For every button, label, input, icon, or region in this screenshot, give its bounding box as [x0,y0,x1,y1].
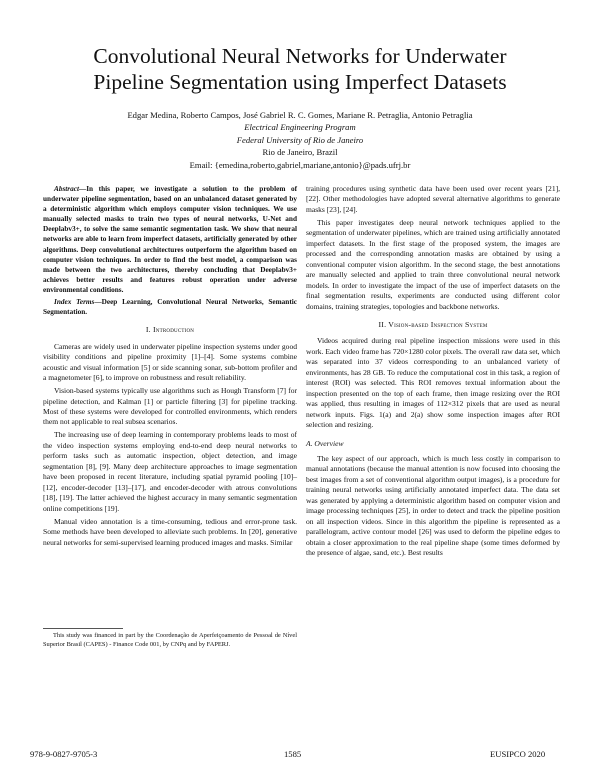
intro-paragraph-1: Cameras are widely used in underwater pipeline inspection systems under good visibility conditions and pipeline proximity [1]–[4]. Some systems combine acoustic and visual information [5] or side scanning sonar, sub-bottom profiler and a magnetometer [6], to improve on robustness and result reliability. [43,341,297,383]
title-line-1: Convolutional Neural Networks for Underwater [93,44,507,68]
index-terms-text: —Deep Learning, Convolutional Neural Networks, Semantic Segmentation. [43,298,297,317]
intro-paragraph-4: Manual video annotation is a time-consuming, tedious and error-prone task. Some methods have been developed to alleviate such problems. In [20], generative neural networks for semi-supervised learning produced images and masks. Similar [43,516,297,547]
title-line-2: Pipeline Segmentation using Imperfect Datasets [93,70,507,94]
abstract-text: —In this paper, we investigate a solution to the problem of underwater pipeline segmentation, based on an unbalanced dataset generated by a deterministic algorithm which employs computer vision techniques. We use manually selected masks to train two types of neural networks, U-Net and Deeplabv3+, to solve the same semantic segmentation task. We show that neural networks are able to learn from imperfect datasets, artificially generated by other algorithms. Deep convolutional architectures outperform the algorithm based on computer vision techniques. In order to find the best model, a comparison was made between the two architectures, thereby concluding that Deeplabv3+ achieves better results and features robust operation under adverse environmental conditions. [43,185,297,294]
funding-footnote: This study was financed in part by the Coordenação de Aperfeiçoamento de Pessoal de Nível Superior Brasil (CAPES) - Finance Code 001, by CNPq and by FAPERJ. [43,632,297,648]
index-terms [43,297,297,317]
footer-conference: EUSIPCO 2020 [490,749,546,759]
footnote-rule [43,628,123,629]
subsection-heading-overview: A. Overview [306,438,344,448]
index-terms-lead: Index Terms [54,298,95,307]
section-heading-vision-system: II. Vision-based Inspection System [378,320,488,330]
right-paragraph-1: training procedures using synthetic data have been used over recent years [21], [22]. Other methodologies have adopted several alternative algorithms to generate masks [23], [24]. [306,184,560,214]
footer-page-number: 1585 [284,749,302,759]
left-column [43,184,297,551]
affiliation-program: Electrical Engineering Program [244,122,356,133]
author-email: Email: {emedina,roberto,gabriel,mariane,antonio}@pads.ufrj.br [189,159,411,170]
intro-paragraph-2: Vision-based systems typically use algorithms such as Hough Transform [7] for pipeline detection, and Kalman [1] or particle filtering [3] for pipeline tracking. Most of these systems were developed for controlled environments, which renders them not applicable to real subsea scenarios. [43,386,297,427]
paper-title [40,43,560,95]
affiliation-university: Federal University of Rio de Janeiro [236,134,364,145]
section-heading-introduction: I. Introduction [145,325,195,335]
abstract-lead: Abstract [54,185,79,193]
footer-isbn: 978-9-0827-9705-3 [30,749,98,759]
abstract [43,184,297,295]
affiliation-city: Rio de Janeiro, Brazil [262,147,338,158]
right-column [306,184,560,561]
overview-paragraph: The key aspect of our approach, which is much less costly in comparison to manual annotations (because the manual attention is now focused into choosing the best images from a set of conventional algorithm output images), is a procedure for training neural networks using artificially annotated imperfect data. The data set was generated by applying a deterministic algorithm based on computer vision and image processing techniques [25], in order to detect and track the pipeline position on all inspection videos. Since in this algorithm the pipeline is represented as a parallelogram, active contour model [26] was used to deform the pipeline edges to obtain a closer approximation to the real pipeline shape (some times deformed by the presence of algae, sand, etc.). Best results [306,454,560,558]
author-names: Edgar Medina, Roberto Campos, José Gabriel R. C. Gomes, Mariane R. Petraglia, Antonio Petraglia [127,110,473,120]
right-paragraph-2: This paper investigates deep neural network techniques applied to the segmentation of underwater pipelines, which are trained using artificially annotated imperfect datasets. In the first stage of the proposed system, the images are processed and the corresponding annotation masks are obtained by using a conventional computer vision algorithm. In the second stage, the best annotations are manually selected and applied to train three convolutional neural network models. In order to investigate the impact of the use of imperfect datasets on the final segmentation results, experiments are conducted using different color domains, training strategies, topologies and backbone networks. [306,217,560,311]
author-block [40,109,560,171]
intro-paragraph-3: The increasing use of deep learning in contemporary problems leads to most of the video inspection systems employing end-to-end deep neural networks to perform tasks such as automatic inspection, object detection, and image segmentation [8], [9]. Many deep architecture approaches to image segmentation have been proposed in recent literature, including spatial pyramid pooling [10]–[12], encoder-decoder [13]–[17], and encoder-decoder with atrous convolutions [18], [19]. The latter achieved the highest accuracy in many semantic segmentation online competitions [19]. [43,430,297,513]
vision-paragraph-1: Videos acquired during real pipeline inspection missions were used in this work. Each video frame has 720×1280 color pixels. The overall raw data set, which was separated into 37 videos corresponding to an unbalanced variety of environments, has 28 GB. To reduce the computational cost in this task, a region of interest (ROI) was selected. This ROI removes textual information about the inspection presented on the top of each frame, then image resizing over the ROI was applied, thus resulting in images of 112×312 pixels that are used as neural network inputs. Figs. 1(a) and 2(a) show some inspection images after ROI selection and resizing. [306,336,560,430]
